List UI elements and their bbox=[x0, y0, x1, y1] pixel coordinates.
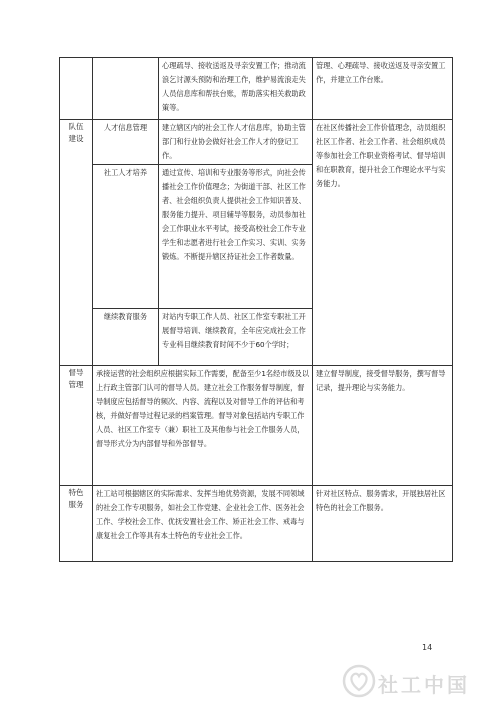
subitem-continuing-edu: 继续教育服务 bbox=[93, 309, 159, 366]
subitem-talent-info: 人才信息管理 bbox=[93, 120, 159, 165]
category-label: 特色服务 bbox=[68, 488, 84, 509]
cell-requirement: 在社区传播社会工作价值理念，动员组织社区工作者、社会工作者、社会组织成员等参加社会工作职业资格考试、督导培训和在职教育，提升社会工作理论水平与实务能力。 bbox=[313, 120, 453, 366]
cell-empty bbox=[60, 58, 93, 120]
category-featured bbox=[60, 486, 93, 562]
table-row bbox=[60, 120, 453, 165]
heart-logo-icon bbox=[342, 664, 376, 698]
table-row bbox=[60, 58, 453, 120]
cell-content: 承接运营的社会组织应根据实际工作需要，配备至少1名经市级及以上行政主管部门认可的督导人员。建立社会工作服务督导制度，督导制度应包括督导的频次、内容、流程以及对督导工作的评估和考核，并做好督导过程记录的档案管理。督导对象包括站内专职工作人员、社区工作室专（兼）职社工及其他参与社会工作服务人员，督导形式分为内部督导和外部督导。 bbox=[93, 366, 313, 486]
cell-requirement: 管理、心理疏导、接收送返及寻亲安置工作，并建立工作台账。 bbox=[313, 58, 453, 120]
cell-content: 心理疏导、接收送返及寻亲安置工作；推动流浪乞讨源头预防和治理工作，维护易流浪走失人员信息库和帮扶台账，帮助落实相关救助政策等。 bbox=[159, 58, 313, 120]
cell-content: 对站内专职工作人员、社区工作室专职社工开展督导培训、继续教育，全年应完成社会工作专业科目继续教育时间不少于60个学时； bbox=[159, 309, 313, 366]
category-team-building bbox=[60, 120, 93, 366]
cell-requirement: 针对社区特点、服务需求，开展独居社区特色的社会工作服务。 bbox=[313, 486, 453, 562]
watermark-text: 社工中国 bbox=[378, 673, 470, 697]
cell-empty bbox=[93, 58, 159, 120]
watermark-logo bbox=[342, 664, 492, 700]
cell-content: 通过宣传、培训和专业服务等形式，向社会传播社会工作价值理念；为街道干部、社区工作者、社会组织负责人提供社会工作知识普及、服务能力提升、项目辅导等服务，动员参加社会工作职业水平考试，接受高校社会工作专业学生和志愿者进行社会工作实习、实训、实务锻炼。不断提升辖区持证社会工作者数量。 bbox=[159, 165, 313, 309]
subitem-talent-training: 社工人才培养 bbox=[93, 165, 159, 309]
cell-requirement: 建立督导制度，接受督导服务，撰写督导记录，提升理论与实务能力。 bbox=[313, 366, 453, 486]
table-row bbox=[60, 366, 453, 486]
page-number: 14 bbox=[422, 643, 433, 652]
category-label: 队伍建设 bbox=[68, 122, 84, 143]
service-standards-table bbox=[59, 57, 453, 562]
cell-content: 建立辖区内的社会工作人才信息库，协助主管部门和行业协会做好社会工作人才的登记工作。 bbox=[159, 120, 313, 165]
table-row bbox=[60, 486, 453, 562]
cell-content: 社工站可根据辖区的实际需求、发挥当地优势资源，发展不同领域的社会工作专项服务，如社会工作党建、企业社会工作、医务社会工作、学校社会工作、优抚安置社会工作、矫正社会工作、戒毒与康复社会工作等具有本土特色的专业社会工作。 bbox=[93, 486, 313, 562]
category-label: 督导管理 bbox=[68, 368, 84, 389]
category-supervision bbox=[60, 366, 93, 486]
